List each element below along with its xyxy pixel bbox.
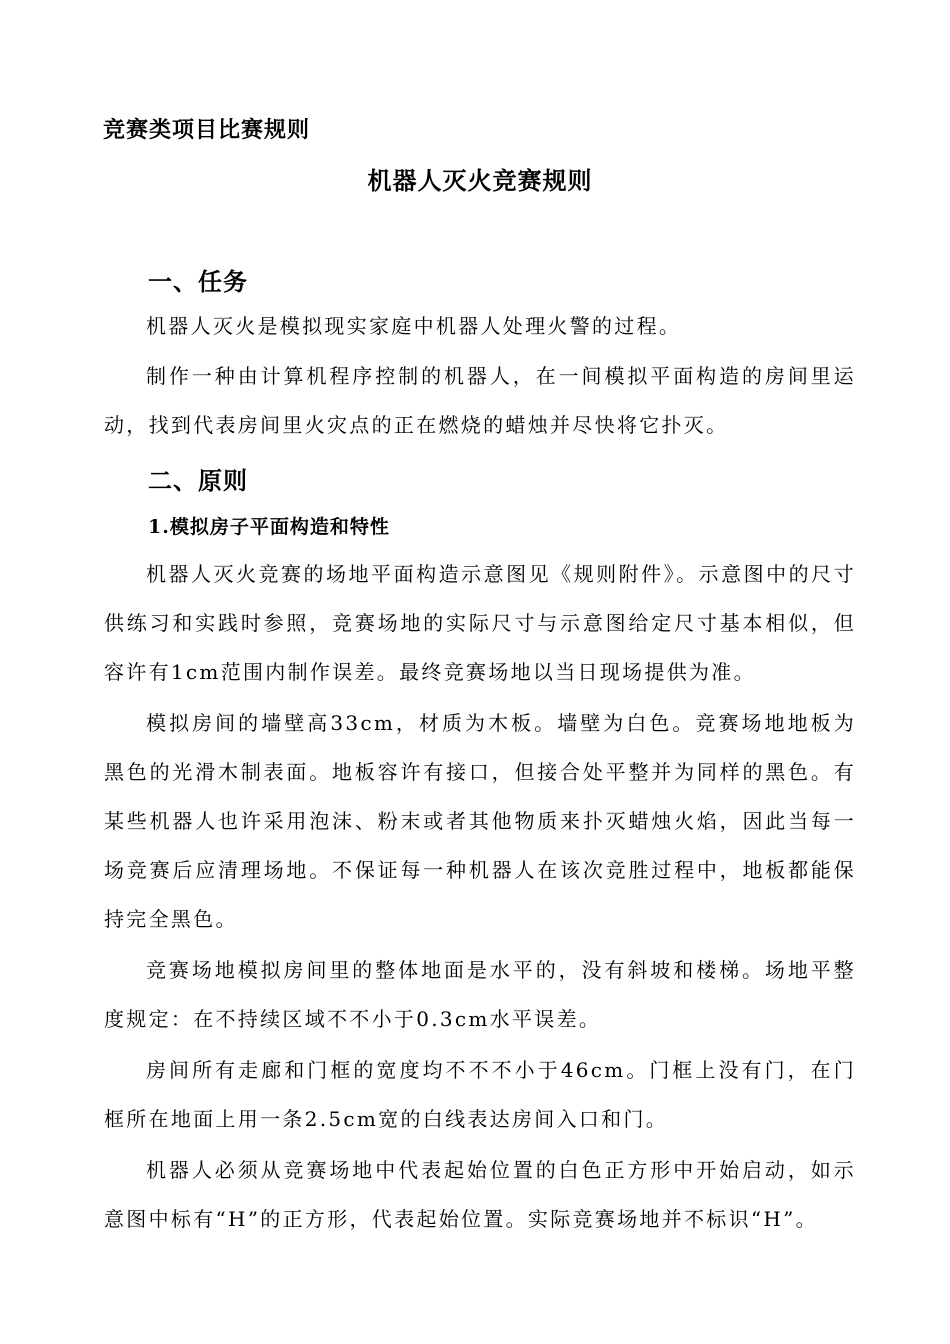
paragraph-principles-5: 机器人必须从竞赛场地中代表起始位置的白色正方形中开始启动，如示意图中标有“H”的正方形，代表起始位置。实际竞赛场地并不标识“H”。 <box>104 1158 856 1231</box>
paragraph-task-1: 机器人灭火是模拟现实家庭中机器人处理火警的过程。 <box>146 314 682 338</box>
paragraph-principles-3: 竞赛场地模拟房间里的整体地面是水平的，没有斜坡和楼梯。场地平整度规定：在不持续区域不不小于0.3cm水平误差。 <box>104 958 856 1031</box>
paragraph-task-2: 制作一种由计算机程序控制的机器人，在一间模拟平面构造的房间里运动，找到代表房间里火灾点的正在燃烧的蜡烛并尽快将它扑灭。 <box>104 364 856 437</box>
document-title: 机器人灭火竞赛规则 <box>367 167 593 195</box>
section-heading-principles: 二、原则 <box>148 467 248 495</box>
paragraph-principles-2: 模拟房间的墙壁高33cm，材质为木板。墙壁为白色。竞赛场地地板为黑色的光滑木制表面。地板容许有接口，但接合处平整并为同样的黑色。有某些机器人也许采用泡沫、粉末或者其他物质来扑灭蜡烛火焰，因此当每一场竞赛后应清理场地。不保证每一种机器人在该次竞胜过程中，地板都能保持完全黑色。 <box>104 711 856 931</box>
document-header: 竞赛类项目比赛规则 <box>103 118 311 143</box>
subsection-heading-layout: 1.模拟房子平面构造和特性 <box>148 516 390 538</box>
paragraph-principles-1: 机器人灭火竞赛的场地平面构造示意图见《规则附件》。示意图中的尺寸供练习和实践时参照，竞赛场地的实际尺寸与示意图给定尺寸基本相似，但容许有1cm范围内制作误差。最终竞赛场地以当日现场提供为准。 <box>104 562 856 684</box>
paragraph-principles-4: 房间所有走廊和门框的宽度均不不不小于46cm。门框上没有门，在门框所在地面上用一条2.5cm宽的白线表达房间入口和门。 <box>104 1058 856 1131</box>
section-heading-task: 一、任务 <box>148 268 248 296</box>
